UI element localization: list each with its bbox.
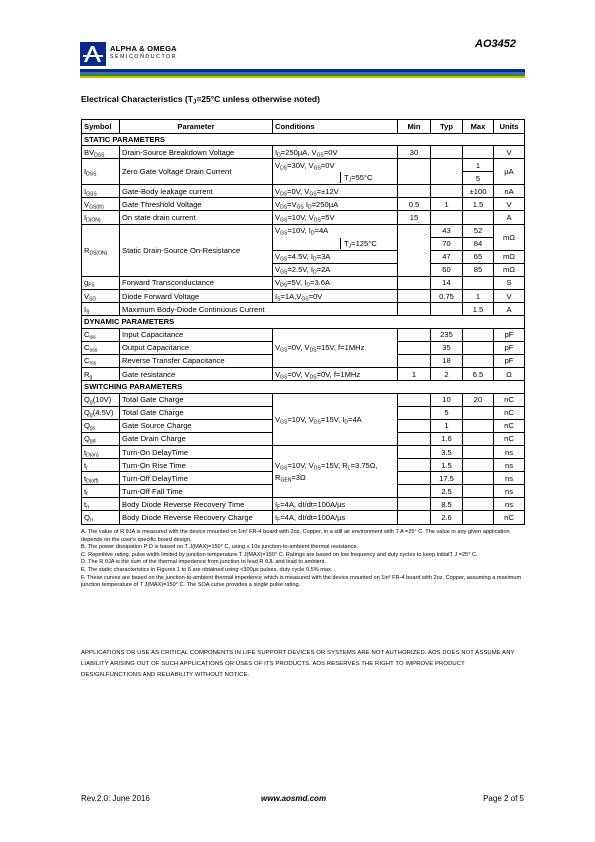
table-row: $R_{DS(ON)}$ Static Drain-Source On-Resistance $V_{GS}=10V$, $I_D=4A$ 43 52 mΩ bbox=[82, 224, 525, 237]
header-conditions: Conditions bbox=[273, 120, 398, 134]
website-link[interactable]: www.aosmd.com bbox=[261, 794, 327, 803]
footnotes bbox=[81, 529, 526, 590]
table-row: $C_{rss}$ Reverse Transfer Capacitance 18 pF bbox=[82, 354, 525, 367]
table-row: $I_S$ Maximum Body-Diode Continuous Current 1.5 A bbox=[82, 303, 525, 316]
section-row bbox=[82, 381, 525, 394]
header-color-bands bbox=[80, 69, 525, 78]
table-row: $BV_{DSS}$ Drain-Source Breakdown Voltage $I_D=250\mu A$, $V_{GS}=0V$ 30 V bbox=[82, 146, 525, 159]
header-units: Units bbox=[494, 120, 525, 134]
table-row: $T_J=125^\circ C$ 70 84 bbox=[82, 237, 525, 250]
switching-parameters-heading: SWITCHING PARAMETERS bbox=[82, 381, 525, 394]
table-row: $t_f$ Turn-Off Fall Time 2.5 ns bbox=[82, 485, 525, 498]
table-row: $V_{GS(th)}$ Gate Threshold Voltage $V_{DS}=V_{GS}$ $I_D=250\mu A$ 0.5 1 1.5 V bbox=[82, 198, 525, 211]
disclaimer: APPLICATIONS OR USE AS CRITICAL COMPONENTS IN LIFE SUPPORT DEVICES OR SYSTEMS ARE NOT AUTHORIZED. AOS DOES NOT ASSUME ANY LIABILITY ARISING OUT OF SUCH APPLICATIONS OR USES OF ITS PRODUCTS. AOS RESERVES THE RIGHT TO IMPROVE PRODUCT DESIGN,FUNCTIONS AND RELIABILITY WITHOUT NOTICE. bbox=[81, 650, 515, 678]
table-row: $Q_{rr}$ Body Diode Reverse Recovery Charge $I_F=4A$, dI/dt=100A/µs 2.6 nC bbox=[82, 511, 525, 524]
dynamic-parameters-heading: DYNAMIC PARAMETERS bbox=[82, 316, 525, 329]
table-row: $t_{D(off)}$ Turn-Off DelayTime 17.5 ns bbox=[82, 472, 525, 485]
band-4 bbox=[80, 76, 525, 78]
table-row: $I_{D(ON)}$ On state drain current $V_{GS}=10V$, $V_{DS}=5V$ 15 A bbox=[82, 211, 525, 224]
section-row bbox=[82, 316, 525, 329]
table-row: $R_g$ Gate resistance $V_{GS}=0V$, $V_{DS}=0V$, f=1MHz 1 2 6.5 Ω bbox=[82, 368, 525, 381]
footnote: C. Repetitive rating, pulse width limited by junction temperature T J(MAX)=150° C. Ratings are based on low frequency and duty cycles to keep initialT J =25° C. bbox=[81, 551, 478, 558]
section-row bbox=[82, 133, 525, 146]
brand-name: ALPHA & OMEGA bbox=[110, 44, 177, 53]
table-row: $V_{GS}=2.5V$, $I_D=2A$ 60 85 mΩ bbox=[82, 263, 525, 276]
revision-label: Rev.2.0: June 2016 bbox=[81, 794, 150, 803]
static-parameters-heading: STATIC PARAMETERS bbox=[82, 133, 525, 146]
footnote: D. The R θJA is the sum of the thermal impedence from junction to lead R θJL and lead to ambient. bbox=[81, 559, 327, 566]
table-row: $C_{iss}$ Input Capacitance $V_{GS}=0V$, $V_{DS}=15V$, f=1MHz 235 pF bbox=[82, 328, 525, 341]
table-row: $I_{GSS}$ Gate-Body leakage current $V_{DS}=0V$, $V_{GS}=\pm 12V$ ±100 nA bbox=[82, 185, 525, 198]
part-number: AO3452 bbox=[475, 38, 516, 50]
section-title: Electrical Characteristics ($T_J=25^\circ C$ unless otherwise noted) bbox=[81, 94, 320, 106]
company-logo bbox=[80, 42, 220, 66]
table-row: $T_J=55^\circ C$ 5 bbox=[82, 172, 525, 185]
table-row: $V_{GS}=4.5V$, $I_D=3A$ 47 65 mΩ bbox=[82, 250, 525, 263]
table-header-row bbox=[82, 120, 525, 134]
table-row: $Q_{gs}$ Gate Source Charge 1 nC bbox=[82, 419, 525, 432]
brand-subtitle: SEMICONDUCTOR bbox=[110, 54, 178, 60]
table-row: $Q_{gd}$ Gate Drain Charge 1.6 nC bbox=[82, 432, 525, 445]
footnote: F. These curves are based on the junction-to-ambient thermal impedence which is measured with the device mounted on 1in² FR-4 board with 2oz. Copper, assuming a maximum junction temperature of T J(MAX)=150° C. The SOA curve provides a single pulse rating. bbox=[81, 574, 522, 589]
header-min: Min bbox=[398, 120, 431, 134]
table-row: $C_{oss}$ Output Capacitance 35 pF bbox=[82, 341, 525, 354]
header-symbol: Symbol bbox=[82, 120, 120, 134]
alpha-omega-logo-icon bbox=[80, 42, 106, 66]
table-row: $g_{FS}$ Forward Transconductance $V_{DS}=5V$, $I_D=3.6A$ 14 S bbox=[82, 276, 525, 289]
header-max: Max bbox=[463, 120, 494, 134]
footnote: E. The static characteristics in Figures 1 to 6 are obtained using <300µs pulses, duty cycle 0.5% max. bbox=[81, 566, 333, 573]
table-row: $V_{SD}$ Diode Forward Voltage $I_S=1A,V_{GS}=0V$ 0.75 1 V bbox=[82, 290, 525, 303]
footnote: A. The value of R θJA is measured with the device mounted on 1in² FR-4 board with 2oz. Copper, in a still air environment with T A =25° C. The value in any given application depends on the user's specific board design. bbox=[81, 529, 510, 543]
table-row: $t_{rr}$ Body Diode Reverse Recovery Time $I_F=4A$, dI/dt=100A/µs 8.5 ns bbox=[82, 498, 525, 511]
table-row: $I_{DSS}$ Zero Gate Voltage Drain Current $V_{DS}=30V$, $V_{GS}=0V$ 1 µA bbox=[82, 159, 525, 172]
header-typ: Typ bbox=[431, 120, 463, 134]
table-row: $Q_g(4.5V)$ Total Gate Charge 5 nC bbox=[82, 406, 525, 419]
table-row: $t_r$ Turn-On Rise Time 1.5 ns bbox=[82, 459, 525, 472]
electrical-characteristics-table bbox=[81, 119, 525, 525]
table-row: $t_{D(on)}$ Turn-On DelayTime $V_{GS}=10V$, $V_{DS}=15V$, $R_L=3.75\Omega$, $R_{GEN}=3\Omega$ 3.5 ns bbox=[82, 445, 525, 458]
header-parameter: Parameter bbox=[120, 120, 273, 134]
page-number: Page 2 of 5 bbox=[483, 794, 524, 803]
footnote: B. The power dissipation P D is based on T J(MAX)=150° C, using ≤ 10s junction-to-ambient thermal resistance. bbox=[81, 544, 359, 551]
table-row: $Q_g(10V)$ Total Gate Charge $V_{GS}=10V$, $V_{DS}=15V$, $I_D=4A$ 10 20 nC bbox=[82, 393, 525, 406]
